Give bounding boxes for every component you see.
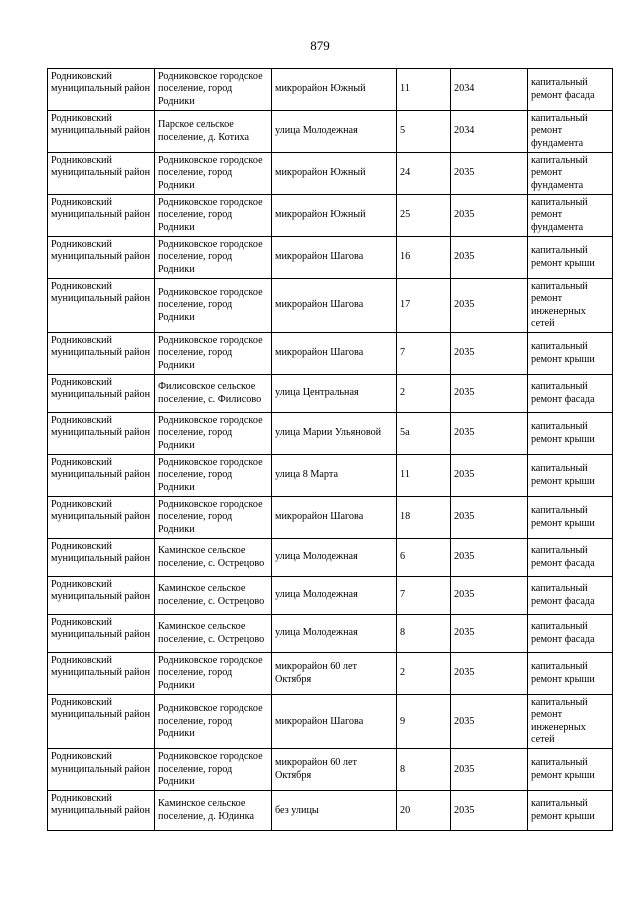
house-number-cell: 9 [397, 695, 451, 749]
district-cell: Родниковский муниципальный район [48, 333, 155, 375]
table-row [48, 791, 613, 831]
settlement-cell: Родниковское городское поселение, город Родники [155, 237, 272, 279]
work-type-cell: капитальный ремонт крыши [528, 653, 613, 695]
street-cell: улица Марии Ульяновой [272, 413, 397, 455]
year-cell: 2035 [451, 153, 528, 195]
street-cell: микрорайон Южный [272, 153, 397, 195]
settlement-cell: Родниковское городское поселение, город Родники [155, 153, 272, 195]
year-cell: 2035 [451, 237, 528, 279]
settlement-cell: Родниковское городское поселение, город Родники [155, 749, 272, 791]
street-cell: микрорайон Шагова [272, 695, 397, 749]
street-cell: улица Центральная [272, 375, 397, 413]
work-type-cell: капитальный ремонт инженерных сетей [528, 279, 613, 333]
year-cell: 2035 [451, 695, 528, 749]
year-cell: 2035 [451, 497, 528, 539]
street-cell: микрорайон 60 лет Октября [272, 749, 397, 791]
settlement-cell: Родниковское городское поселение, город Родники [155, 695, 272, 749]
year-cell: 2035 [451, 195, 528, 237]
work-type-cell: капитальный ремонт фасада [528, 615, 613, 653]
year-cell: 2035 [451, 749, 528, 791]
district-cell: Родниковский муниципальный район [48, 279, 155, 333]
house-number-cell: 7 [397, 333, 451, 375]
street-cell: без улицы [272, 791, 397, 831]
table-row [48, 279, 613, 333]
street-cell: микрорайон Южный [272, 69, 397, 111]
settlement-cell: Филисовское сельское поселение, с. Филисово [155, 375, 272, 413]
house-number-cell: 6 [397, 539, 451, 577]
work-type-cell: капитальный ремонт инженерных сетей [528, 695, 613, 749]
year-cell: 2035 [451, 615, 528, 653]
house-number-cell: 24 [397, 153, 451, 195]
table-row [48, 375, 613, 413]
year-cell: 2034 [451, 69, 528, 111]
table-body [48, 69, 613, 831]
work-type-cell: капитальный ремонт фасада [528, 375, 613, 413]
table-row [48, 455, 613, 497]
street-cell: микрорайон Шагова [272, 279, 397, 333]
district-cell: Родниковский муниципальный район [48, 577, 155, 615]
house-number-cell: 11 [397, 455, 451, 497]
street-cell: микрорайон Шагова [272, 237, 397, 279]
settlement-cell: Родниковское городское поселение, город Родники [155, 413, 272, 455]
year-cell: 2035 [451, 413, 528, 455]
year-cell: 2035 [451, 539, 528, 577]
year-cell: 2035 [451, 653, 528, 695]
district-cell: Родниковский муниципальный район [48, 195, 155, 237]
district-cell: Родниковский муниципальный район [48, 653, 155, 695]
settlement-cell: Родниковское городское поселение, город Родники [155, 455, 272, 497]
settlement-cell: Парское сельское поселение, д. Котиха [155, 111, 272, 153]
district-cell: Родниковский муниципальный район [48, 375, 155, 413]
settlement-cell: Родниковское городское поселение, город Родники [155, 653, 272, 695]
district-cell: Родниковский муниципальный район [48, 111, 155, 153]
work-type-cell: капитальный ремонт фасада [528, 577, 613, 615]
house-number-cell: 8 [397, 615, 451, 653]
repair-schedule-table [47, 68, 613, 831]
year-cell: 2034 [451, 111, 528, 153]
district-cell: Родниковский муниципальный район [48, 69, 155, 111]
street-cell: улица Молодежная [272, 615, 397, 653]
street-cell: улица Молодежная [272, 111, 397, 153]
street-cell: улица Молодежная [272, 539, 397, 577]
district-cell: Родниковский муниципальный район [48, 695, 155, 749]
work-type-cell: капитальный ремонт крыши [528, 497, 613, 539]
settlement-cell: Родниковское городское поселение, город Родники [155, 333, 272, 375]
work-type-cell: капитальный ремонт крыши [528, 333, 613, 375]
table-row [48, 413, 613, 455]
street-cell: микрорайон Шагова [272, 497, 397, 539]
house-number-cell: 18 [397, 497, 451, 539]
year-cell: 2035 [451, 375, 528, 413]
house-number-cell: 7 [397, 577, 451, 615]
house-number-cell: 5а [397, 413, 451, 455]
table-row [48, 153, 613, 195]
house-number-cell: 2 [397, 653, 451, 695]
street-cell: улица 8 Марта [272, 455, 397, 497]
work-type-cell: капитальный ремонт фундамента [528, 195, 613, 237]
table-row [48, 237, 613, 279]
table-row [48, 615, 613, 653]
work-type-cell: капитальный ремонт крыши [528, 791, 613, 831]
work-type-cell: капитальный ремонт крыши [528, 749, 613, 791]
page-number: 879 [310, 38, 330, 53]
house-number-cell: 8 [397, 749, 451, 791]
settlement-cell: Родниковское городское поселение, город Родники [155, 497, 272, 539]
district-cell: Родниковский муниципальный район [48, 497, 155, 539]
work-type-cell: капитальный ремонт крыши [528, 413, 613, 455]
street-cell: улица Молодежная [272, 577, 397, 615]
street-cell: микрорайон 60 лет Октября [272, 653, 397, 695]
work-type-cell: капитальный ремонт фундамента [528, 153, 613, 195]
settlement-cell: Каминское сельское поселение, с. Острецово [155, 615, 272, 653]
year-cell: 2035 [451, 333, 528, 375]
table-row [48, 653, 613, 695]
year-cell: 2035 [451, 577, 528, 615]
house-number-cell: 11 [397, 69, 451, 111]
street-cell: микрорайон Шагова [272, 333, 397, 375]
table-row [48, 749, 613, 791]
settlement-cell: Каминское сельское поселение, с. Острецово [155, 577, 272, 615]
table-row [48, 497, 613, 539]
settlement-cell: Каминское сельское поселение, д. Юдинка [155, 791, 272, 831]
settlement-cell: Каминское сельское поселение, с. Острецово [155, 539, 272, 577]
house-number-cell: 20 [397, 791, 451, 831]
work-type-cell: капитальный ремонт крыши [528, 237, 613, 279]
house-number-cell: 16 [397, 237, 451, 279]
table-row [48, 333, 613, 375]
table-row [48, 195, 613, 237]
house-number-cell: 17 [397, 279, 451, 333]
district-cell: Родниковский муниципальный район [48, 237, 155, 279]
district-cell: Родниковский муниципальный район [48, 615, 155, 653]
year-cell: 2035 [451, 791, 528, 831]
district-cell: Родниковский муниципальный район [48, 749, 155, 791]
settlement-cell: Родниковское городское поселение, город Родники [155, 279, 272, 333]
house-number-cell: 5 [397, 111, 451, 153]
table-row [48, 69, 613, 111]
house-number-cell: 25 [397, 195, 451, 237]
work-type-cell: капитальный ремонт фасада [528, 69, 613, 111]
district-cell: Родниковский муниципальный район [48, 153, 155, 195]
work-type-cell: капитальный ремонт фасада [528, 539, 613, 577]
settlement-cell: Родниковское городское поселение, город Родники [155, 195, 272, 237]
year-cell: 2035 [451, 455, 528, 497]
settlement-cell: Родниковское городское поселение, город Родники [155, 69, 272, 111]
table-row [48, 539, 613, 577]
house-number-cell: 2 [397, 375, 451, 413]
table-row [48, 695, 613, 749]
table-row [48, 111, 613, 153]
year-cell: 2035 [451, 279, 528, 333]
district-cell: Родниковский муниципальный район [48, 539, 155, 577]
district-cell: Родниковский муниципальный район [48, 791, 155, 831]
district-cell: Родниковский муниципальный район [48, 413, 155, 455]
street-cell: микрорайон Южный [272, 195, 397, 237]
work-type-cell: капитальный ремонт фундамента [528, 111, 613, 153]
table-row [48, 577, 613, 615]
district-cell: Родниковский муниципальный район [48, 455, 155, 497]
work-type-cell: капитальный ремонт крыши [528, 455, 613, 497]
